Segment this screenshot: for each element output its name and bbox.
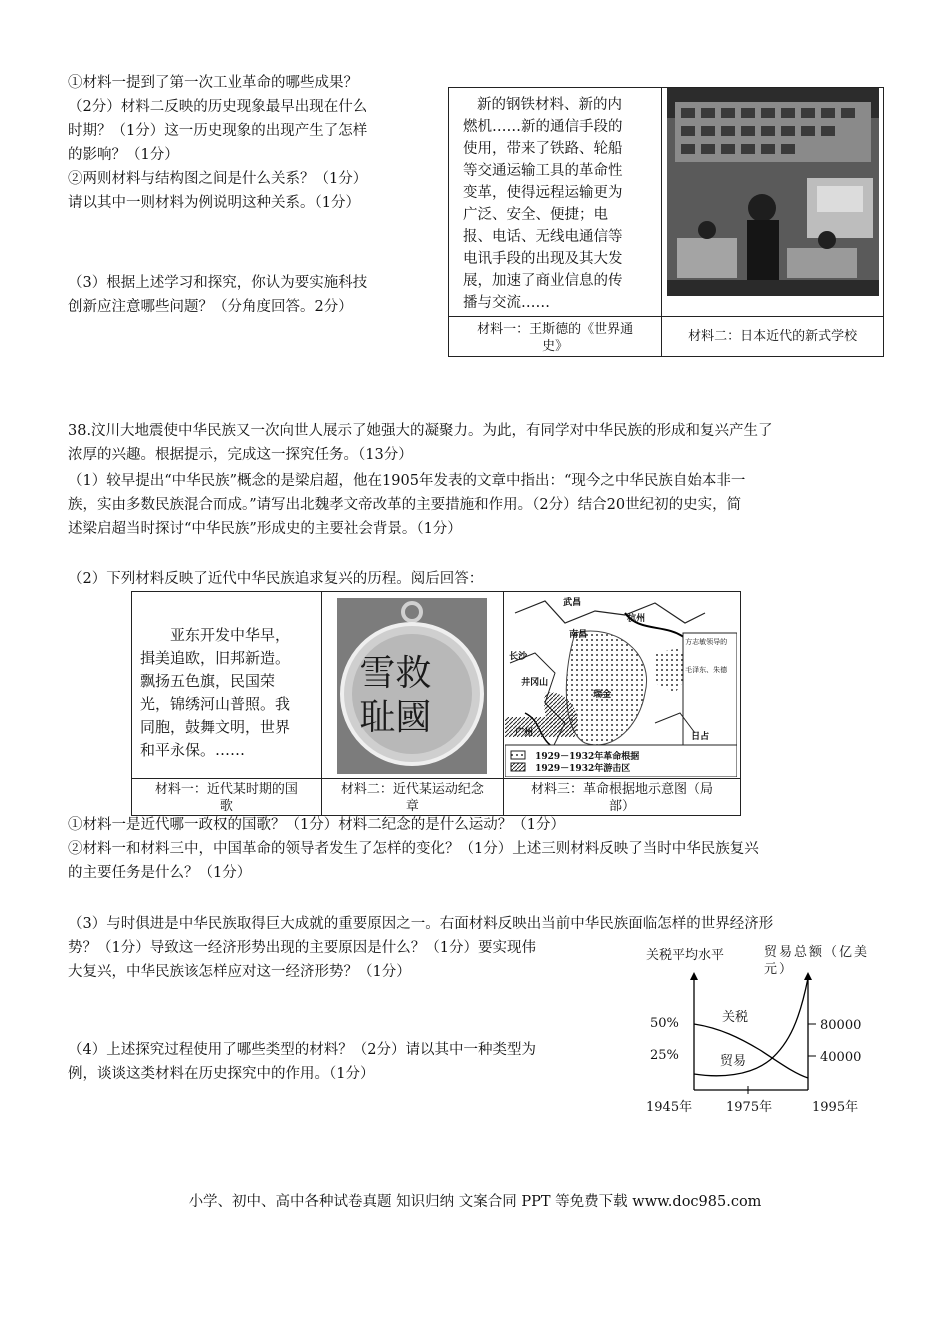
map-note: 毛泽东、朱德 — [685, 666, 728, 674]
caption-1: 材料一：近代某时期的国 歌 — [132, 779, 322, 816]
series-trade-line — [694, 978, 808, 1076]
map-label: 武昌 — [563, 598, 582, 608]
badge-char: 國 — [395, 697, 432, 738]
q38-part2-question: ①材料一是近代哪一政权的国歌？（1分）材料二纪念的是什么运动？（1分） — [68, 817, 565, 833]
map-legend: 1929－1932年游击区 — [535, 764, 631, 774]
x-tick-label: 1975年 — [726, 1100, 773, 1115]
map-label: 广州 — [515, 728, 534, 738]
q38-intro-line: 38.汶川大地震使中华民族又一次向世人展示了她强大的凝聚力。为此，有同学对中华民族的形成和复兴产生了 — [68, 423, 773, 439]
text-line: 创新应注意哪些问题？（分角度回答。2分） — [68, 299, 353, 315]
text-line: 同胞，鼓舞文明，世界 — [140, 718, 291, 736]
text-line: ②两则材料与结构图之间是什么关系？（1分） — [68, 171, 368, 187]
material1-text — [449, 88, 662, 317]
material2-caption: 材料二：日本近代的新式学校 — [662, 317, 884, 357]
base-area-map — [504, 592, 741, 779]
y-tick-right-label: 80000 — [820, 1018, 862, 1033]
q38-part4-line: 例，谈谈这类材料在历史探究中的作用。（1分） — [68, 1066, 375, 1082]
q38-part3-line: （3）与时俱进是中华民族取得巨大成就的重要原因之一。右面材料反映出当前中华民族面临怎样的世界经济形 — [68, 916, 774, 932]
x-tick-label: 1945年 — [646, 1100, 693, 1115]
text-line: 播与交流…… — [463, 295, 550, 311]
text-line: 和平永保。…… — [140, 741, 246, 759]
text-line: 变革，使得远程运输更为 — [463, 185, 623, 201]
anthem-text — [132, 592, 322, 779]
badge-char: 耻 — [359, 697, 396, 738]
page-footer: 小学、初中、高中各种试卷真题 知识归纳 文案合同 PPT 等免费下载 www.doc985.com — [188, 1194, 762, 1210]
caption-2: 材料二：近代某运动纪念 章 — [321, 779, 503, 816]
map-label: 瑞金 — [593, 690, 612, 700]
q38-part1-line: （1）较早提出“中华民族”概念的是梁启超，他在1905年发表的文章中指出：“现今之中华民族自始本非一 — [68, 473, 746, 489]
y-tick-right-label: 40000 — [820, 1050, 862, 1065]
text-line: 时期？（1分）这一历史现象的出现产生了怎样 — [68, 123, 368, 139]
text-line: （3）根据上述学习和探究，你认为要实施科技 — [68, 275, 368, 291]
school-photo — [662, 88, 884, 317]
map-label: 南昌 — [569, 630, 588, 640]
text-line: 飘扬五色旗，民国荣 — [140, 672, 276, 690]
q38-materials-table — [131, 591, 741, 816]
text-line: 广泛、安全、便捷；电 — [463, 207, 608, 223]
text-line: 燃机……新的通信手段的 — [463, 119, 623, 135]
q38-part2-question: ②材料一和材料三中，中国革命的领导者发生了怎样的变化？（1分）上述三则材料反映了当时中华民族复兴 — [68, 841, 759, 857]
text-line: 使用，带来了铁路、轮船 — [463, 141, 623, 157]
map-label: 杭州 — [627, 614, 646, 624]
y-tick-left-label: 25% — [650, 1048, 679, 1063]
right-axis-label: 贸易总额（亿美元） — [764, 945, 870, 977]
text-line: 报、电话、无线电通信等 — [463, 229, 623, 245]
material1-caption: 材料一：王斯德的《世界通 史》 — [449, 317, 662, 357]
text-line: 等交通运输工具的革命性 — [463, 163, 623, 179]
badge-char: 救 — [395, 653, 432, 694]
q38-part4-line: （4）上述探究过程使用了哪些类型的材料？（2分）请以其中一种类型为 — [68, 1042, 536, 1058]
y-tick-left-label: 50% — [650, 1016, 679, 1031]
x-tick-label: 1995年 — [812, 1100, 859, 1115]
text-line: 光，锦绣河山普照。我 — [140, 695, 291, 713]
map-label: 长沙 — [509, 652, 528, 662]
series-label-tariff: 关税 — [722, 1010, 749, 1025]
caption-3: 材料三：革命根据地示意图（局 部） — [504, 779, 741, 816]
q38-part3-line: 势？（1分）导致这一经济形势出现的主要原因是什么？（1分）要实现伟 — [68, 940, 536, 956]
left-axis-label: 关税平均水平 — [646, 948, 725, 963]
text-line: 的影响？（1分） — [68, 147, 179, 163]
series-label-trade: 贸易 — [720, 1054, 747, 1069]
map-label: 日占 — [691, 732, 710, 742]
text-line: 揖美追欧，旧邦新造。 — [140, 649, 291, 667]
map-legend: 1929－1932年革命根据 — [535, 752, 640, 762]
text-line: 请以其中一则材料为例说明这种关系。（1分） — [68, 195, 360, 211]
text-line: （2分）材料二反映的历史现象最早出现在什么 — [68, 99, 368, 115]
q37-materials-table — [448, 87, 884, 357]
trade-tariff-chart — [640, 938, 890, 1118]
left-axis-arrow — [690, 972, 698, 980]
badge-char: 雪 — [359, 653, 396, 694]
q38-part2-title: （2）下列材料反映了近代中华民族追求复兴的历程。阅后回答： — [68, 571, 484, 587]
text-line: 亚东开发中华早， — [170, 626, 291, 644]
q38-part2-question: 的主要任务是什么？（1分） — [68, 865, 252, 881]
q38-part3-line: 大复兴，中华民族该怎样应对这一经济形势？（1分） — [68, 964, 411, 980]
map-note: 方志敏领导的 — [685, 638, 728, 646]
commemorative-badge — [321, 592, 503, 779]
text-line: 电讯手段的出现及其大发 — [463, 251, 623, 267]
map-label: 井冈山 — [521, 678, 549, 688]
text-line: 新的钢铁材料、新的内 — [477, 97, 622, 113]
text-line: 展，加速了商业信息的传 — [463, 273, 623, 289]
text-line: ①材料一提到了第一次工业革命的哪些成果？ — [68, 75, 358, 91]
q38-part1-line: 族，实由多数民族混合而成。”请写出北魏孝文帝改革的主要措施和作用。（2分）结合20世纪初的史实，简 — [68, 497, 742, 513]
q38-intro-line: 浓厚的兴趣。根据提示，完成这一探究任务。（13分） — [68, 447, 413, 463]
q38-part1-line: 述梁启超当时探讨“中华民族”形成史的主要社会背景。（1分） — [68, 521, 462, 537]
